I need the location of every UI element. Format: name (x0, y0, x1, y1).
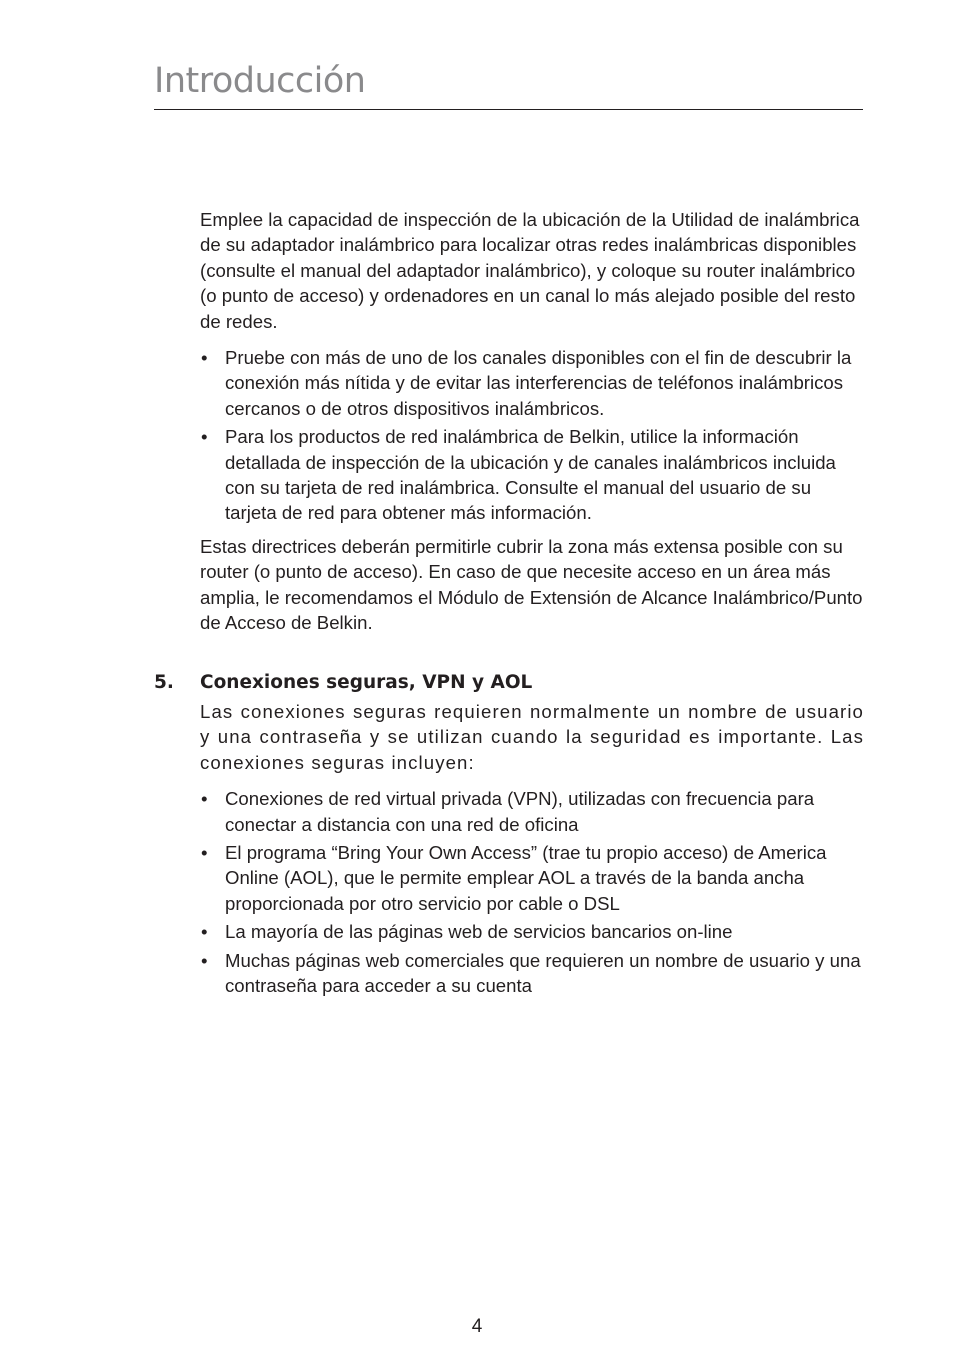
bullet-icon: • (201, 949, 208, 971)
secure-connections-list (200, 786, 864, 998)
section-heading (154, 670, 864, 696)
tips-list (200, 345, 864, 526)
list-item (200, 919, 864, 944)
list-item-text: El programa “Bring Your Own Access” (trae tu propio acceso) de America Online (AOL), que le permite emplear AOL a través de la banda ancha proporcionada por otro servicio por cable o DSL (225, 842, 827, 914)
section-intro: Las conexiones seguras requieren normalmente un nombre de usuario y una contraseña y se utilizan cuando la seguridad es importante. Las conexiones seguras incluyen: (200, 701, 864, 773)
list-item (200, 345, 864, 421)
list-item-text: Para los productos de red inalámbrica de Belkin, utilice la información detallada de inspección de la ubicación y de canales inalámbricos incluida con su tarjeta de red inalámbrica. Consulte el manual del usuario de su tarjeta de red para obtener más información. (225, 426, 836, 524)
section-secure-connections (154, 670, 864, 1001)
header-divider (154, 109, 863, 110)
bullet-icon: • (201, 788, 208, 810)
bullet-icon: • (201, 426, 208, 448)
list-item-text: Pruebe con más de uno de los canales disponibles con el fin de descubrir la conexión más nítida y de evitar las interferencias de teléfonos inalámbricos cercanos o de otros dispositivos inalámbricos. (225, 347, 852, 419)
list-item-text: Muchas páginas web comerciales que requieren un nombre de usuario y una contraseña para acceder a su cuenta (225, 949, 861, 997)
list-item-text: Conexiones de red virtual privada (VPN), utilizadas con frecuencia para conectar a distancia con una red de oficina (225, 788, 815, 835)
bullet-icon: • (201, 347, 208, 369)
list-item (200, 948, 864, 999)
intro-paragraph: Emplee la capacidad de inspección de la ubicación de la Utilidad de inalámbrica de su adaptador inalámbrico para localizar otras redes inalámbricas disponibles (consulte el manual del adaptador inalámbrico), y coloque su router inalámbrico (o punto de acceso) y ordenadores en un canal lo más alejado posible del resto de redes. (200, 209, 860, 332)
bullet-icon: • (201, 921, 208, 943)
section-number: 5. (154, 672, 174, 693)
list-item-text: La mayoría de las páginas web de servicios bancarios on-line (225, 921, 733, 943)
section-body (200, 699, 864, 998)
page-number: 4 (471, 1316, 483, 1337)
list-item (200, 840, 864, 916)
main-content (200, 207, 864, 636)
range-paragraph: Estas directrices deberán permitirle cubrir la zona más extensa posible con su router (o punto de acceso). En caso de que necesite acceso en un área más amplia, le recomendamos el Módulo de Extensión de Alcance Inalámbrico/Punto de Acceso de Belkin. (200, 535, 863, 634)
section-title: Conexiones seguras, VPN y AOL (200, 672, 533, 693)
list-item (200, 786, 864, 837)
bullet-icon: • (201, 842, 208, 864)
page-title: Introducción (154, 61, 366, 101)
list-item (200, 424, 864, 526)
page-header (154, 58, 862, 104)
